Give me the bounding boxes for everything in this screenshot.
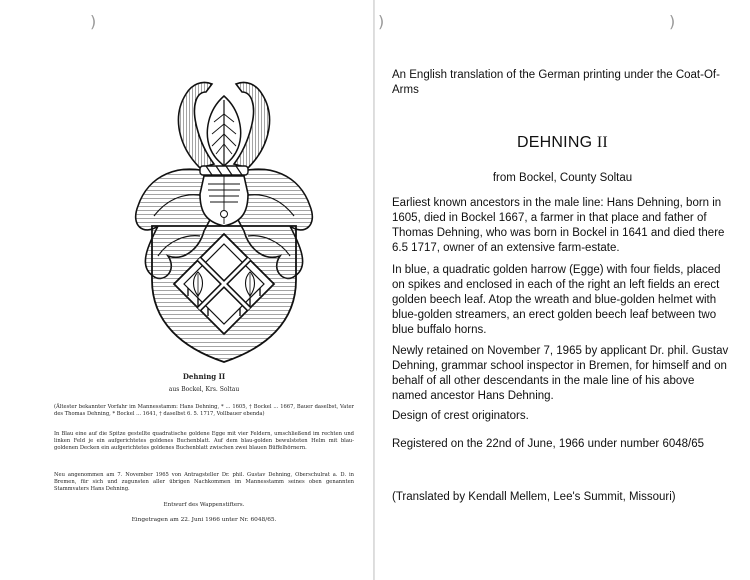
translation-heading: An English translation of the German printing under the Coat-Of-Arms (392, 69, 720, 96)
punch-hole-mark: ) (669, 12, 676, 31)
coat-of-arms-icon (108, 66, 340, 366)
german-paragraph-ancestors: (Ältester bekannter Vorfahr im Mannesstamm: Hans Dehning, * ... 1605, † Bockel ... 1667, Bauer daselbst, Vater des Thomas Dehning, * Bockel ... 1641, † daselbst 6. 5. 1717, Vollbauer ebenda) (54, 404, 354, 418)
translator-note: (Translated by Kendall Mellem, Lee's Summit, Missouri) (392, 491, 676, 503)
title-name: DEHNING (517, 134, 593, 151)
german-design-note: Entwurf des Wappenstifters. (163, 502, 245, 508)
title-numeral: II (596, 134, 608, 151)
german-caption-title: Dehning II (182, 372, 226, 381)
german-paragraph-blazon: In Blau eine auf die Spitze gestellte quadratische goldene Egge mit vier Feldern, umschließend im rechten und linken Feld je ein aufgerichtetes goldenes Buchenblatt. Auf dem blau-golden bewulsteten Helm mit blau-goldenen Decken ein aufgerichtetes goldenes Buchenblatt zwischen zwei blauen Büffelhörnern. (54, 431, 354, 452)
paragraph-ancestors: Earliest known ancestors in the male line: Hans Dehning, born in 1605, died in Bockel 1667, a farmer in that place and father of Thomas Dehning, who was born in Bockel in 1641 and died there 6.5 1717, owner of an extensive farm-estate. (392, 197, 725, 254)
paragraph-design: Design of crest originators. (392, 410, 529, 422)
german-caption-origin: aus Bockel, Krs. Soltau (168, 386, 240, 393)
paragraph-blazon: In blue, a quadratic golden harrow (Egge) with four fields, placed on spikes and enclosed in each of the right an left fields an erect golden beech leaf. Atop the wreath and blue-golden helmet with blue-golden streamers, an erect golden beech leaf between two blue buffalo horns. (392, 264, 721, 336)
paragraph-registration: Registered on the 22nd of June, 1966 under number 6048/65 (392, 438, 705, 450)
punch-hole-mark: ) (90, 12, 97, 31)
german-registration: Eingetragen am 22. Juni 1966 unter Nr. 6048/65. (131, 517, 277, 523)
page-subtitle: from Bockel, County Soltau (492, 172, 633, 184)
paragraph-adoption: Newly retained on November 7, 1965 by applicant Dr. phil. Gustav Dehning, grammar school inspector in Bremen, for himself and on behalf of all other descendants in the male line of his above named ancestor Hans Dehning. (392, 345, 729, 402)
punch-hole-mark: ) (378, 12, 385, 31)
german-paragraph-adoption: Neu angenommen am 7. November 1965 von Antragsteller Dr. phil. Gustav Dehning, Oberschulrat a. D. in Bremen, für sich und zugunsten aller übrigen Nachkommen im Mannesstamm seines oben genannten Stammvaters Hans Dehning. (54, 472, 354, 493)
page-title (375, 135, 750, 150)
